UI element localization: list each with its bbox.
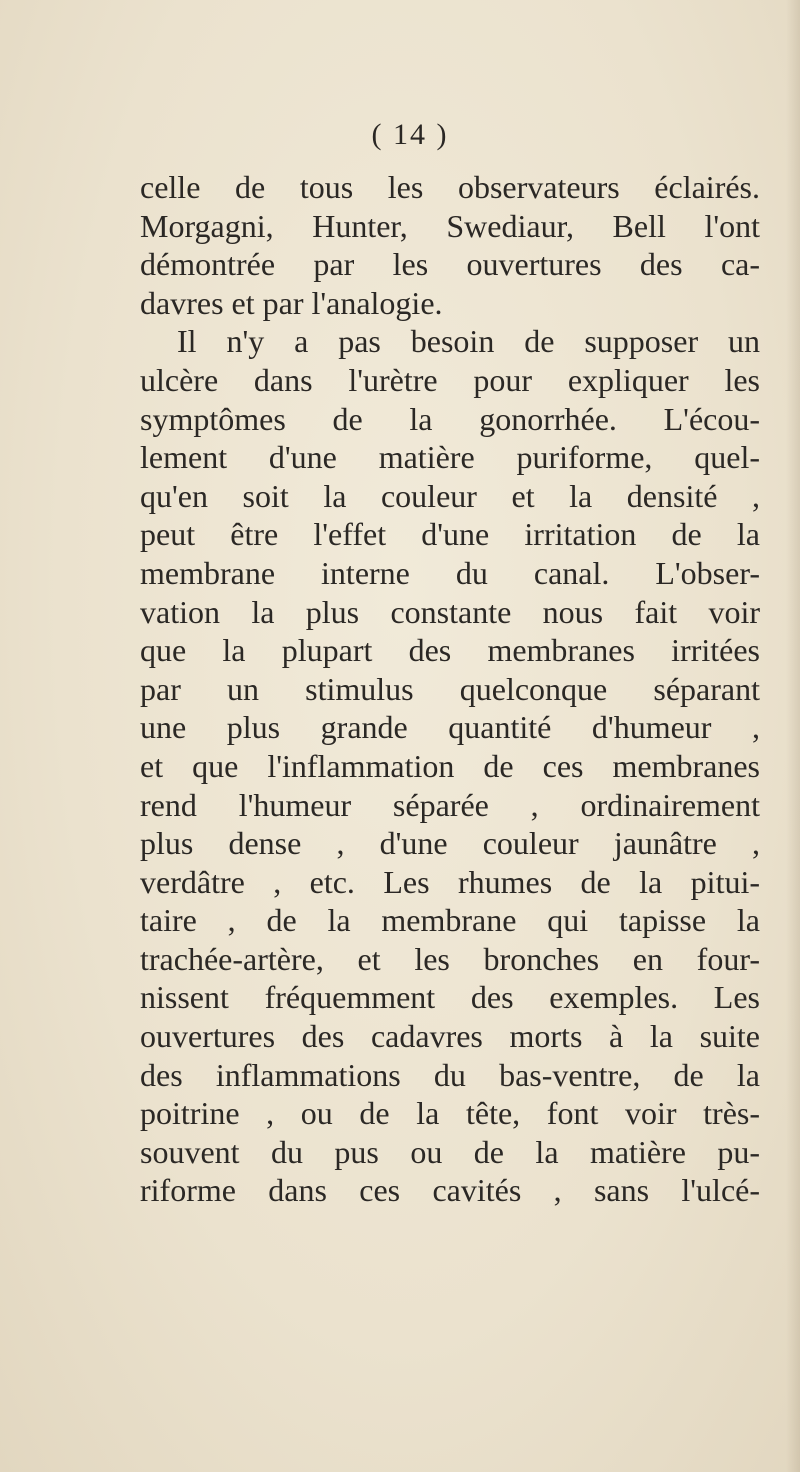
body-text xyxy=(140,168,760,1210)
text-line: ulcère dans l'urètre pour expliquer les xyxy=(140,361,760,398)
text-line: taire , de la membrane qui tapisse la xyxy=(140,902,760,939)
text-line: davres et par l'analogie. xyxy=(140,284,443,321)
text-line: une plus grande quantité d'humeur , xyxy=(140,709,760,746)
text-line: riforme dans ces cavités , sans l'ulcé- xyxy=(140,1172,760,1209)
text-line: verdâtre , etc. Les rhumes de la pitui- xyxy=(140,863,760,900)
text-line: par un stimulus quelconque séparant xyxy=(140,670,760,707)
text-line: et que l'inflammation de ces membranes xyxy=(140,747,760,784)
text-line: vation la plus constante nous fait voir xyxy=(140,593,760,630)
text-line: symptômes de la gonorrhée. L'écou- xyxy=(140,400,760,437)
text-line: peut être l'effet d'une irritation de la xyxy=(140,516,760,553)
text-line: Morgagni, Hunter, Swediaur, Bell l'ont xyxy=(140,207,760,244)
text-line: qu'en soit la couleur et la densité , xyxy=(140,477,760,514)
text-line: lement d'une matière puriforme, quel- xyxy=(140,439,760,476)
page-edge-shadow xyxy=(786,0,800,1472)
text-line: nissent fréquemment des exemples. Les xyxy=(140,979,760,1016)
text-line: des inflammations du bas-ventre, de la xyxy=(140,1056,760,1093)
page-number: ( 14 ) xyxy=(371,118,449,151)
text-line: rend l'humeur séparée , ordinairement xyxy=(140,786,760,823)
text-line: membrane interne du canal. L'obser- xyxy=(140,554,760,591)
text-line: souvent du pus ou de la matière pu- xyxy=(140,1133,760,1170)
text-line: trachée-artère, et les bronches en four- xyxy=(140,940,760,977)
text-line: Il n'y a pas besoin de supposer un xyxy=(177,323,760,360)
text-line: celle de tous les observateurs éclairés. xyxy=(140,169,760,205)
text-line: que la plupart des membranes irritées xyxy=(140,632,760,669)
text-line: poitrine , ou de la tête, font voir très- xyxy=(140,1095,760,1132)
text-line: plus dense , d'une couleur jaunâtre , xyxy=(140,825,760,862)
text-line: ouvertures des cadavres morts à la suite xyxy=(140,1018,760,1055)
text-line: démontrée par les ouvertures des ca- xyxy=(140,246,760,283)
